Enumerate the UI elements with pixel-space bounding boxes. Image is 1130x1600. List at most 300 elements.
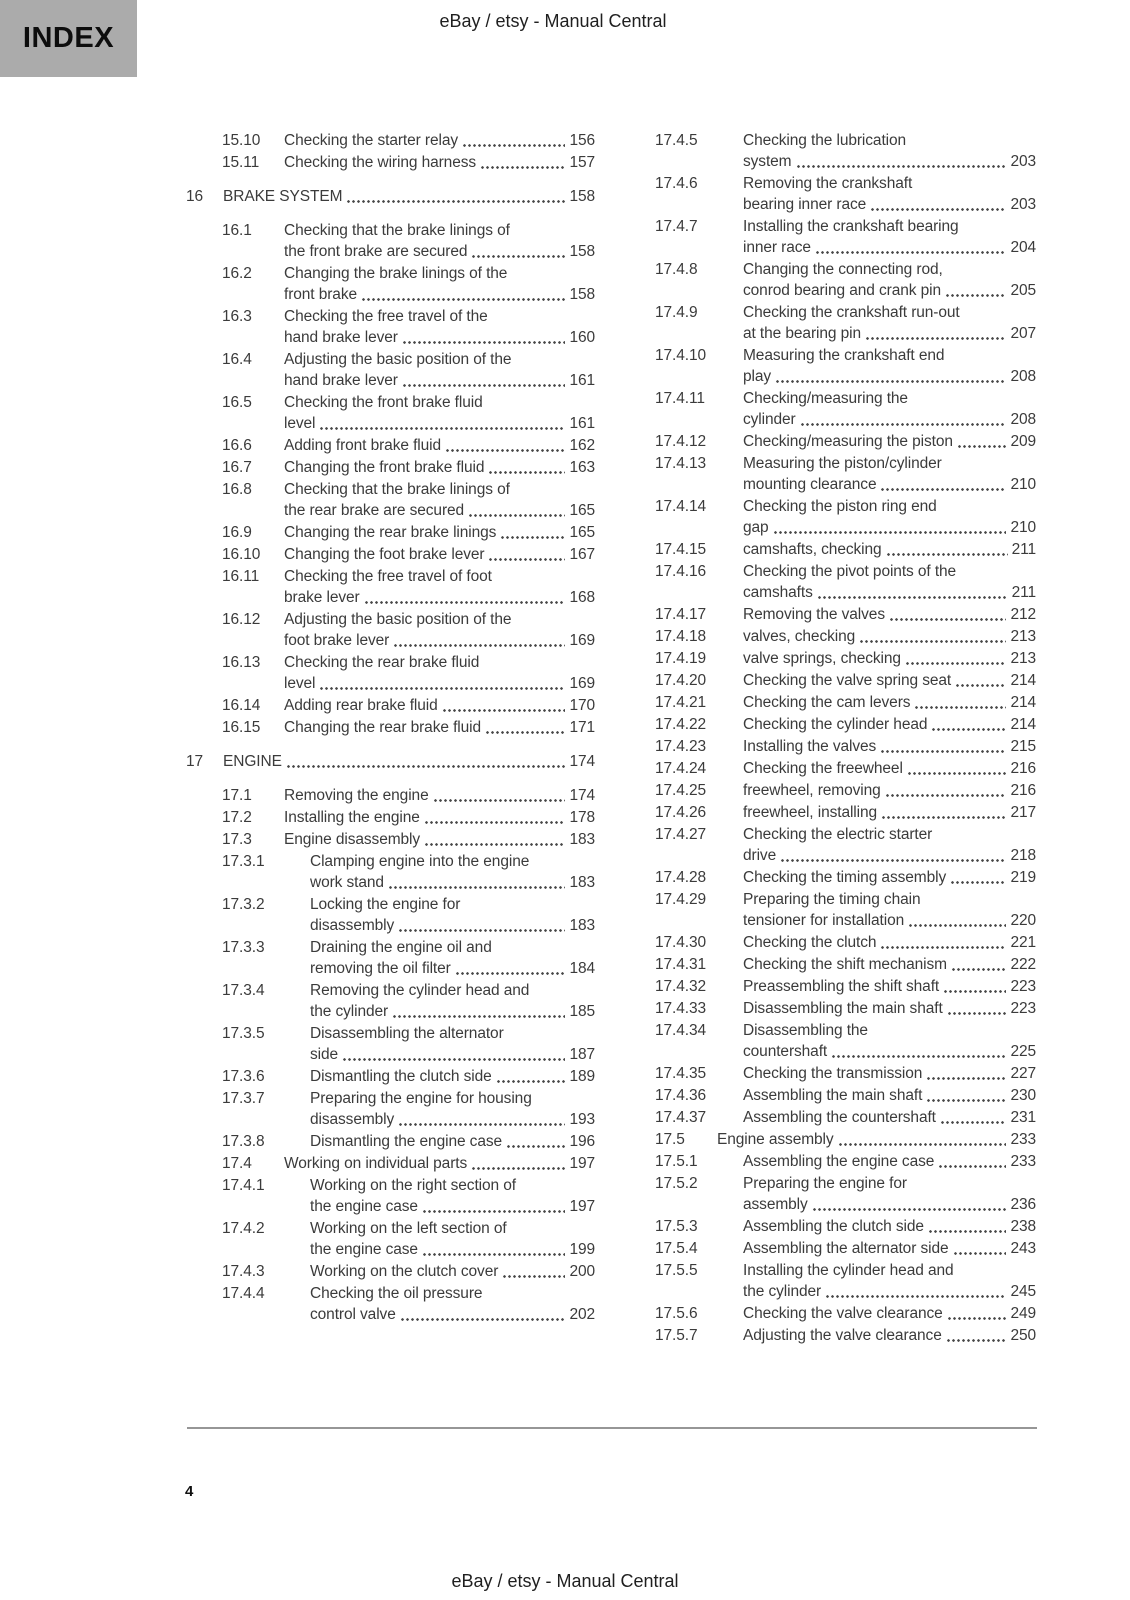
page-header-title: eBay / etsy - Manual Central — [439, 11, 667, 31]
dotted-leader — [823, 1281, 1008, 1302]
toc-entry-page: 158 — [569, 286, 595, 303]
toc-entry-row — [619, 1129, 1036, 1150]
toc-entry-page: 170 — [569, 697, 595, 714]
toc-entry-title: disassembly — [310, 1111, 395, 1128]
toc-entry-title: the cylinder — [310, 1003, 389, 1020]
toc-entry-number: 17.4.13 — [655, 455, 707, 472]
toc-entry-title: Checking the transmission — [743, 1065, 923, 1082]
toc-entry-title: control valve — [310, 1306, 396, 1323]
toc-entry-number: 16.8 — [222, 481, 252, 498]
toc-entry-number: 17.4.19 — [655, 650, 707, 667]
toc-entry-title: Working on individual parts — [284, 1155, 468, 1172]
toc-entry-row — [186, 522, 595, 543]
toc-entry-page: 169 — [569, 675, 595, 692]
toc-entry-page: 200 — [569, 1263, 595, 1280]
toc-entry-number: 17.4.18 — [655, 628, 707, 645]
toc-entry-number: 16.12 — [222, 611, 261, 628]
toc-entry-page: 158 — [569, 243, 595, 260]
toc-entry-page: 210 — [1010, 519, 1036, 536]
toc-entry-page: 204 — [1010, 239, 1036, 256]
toc-entry-number: 17.3.6 — [222, 1068, 265, 1085]
toc-entry-page: 214 — [1010, 694, 1036, 711]
toc-entry-row — [186, 306, 595, 348]
toc-entry-number: 17.3.5 — [222, 1025, 265, 1042]
toc-entry-title: Assembling the countershaft — [743, 1109, 936, 1126]
toc-entry-row — [619, 259, 1036, 301]
toc-entry-title: Checking the free travel of the — [284, 308, 488, 325]
toc-entry-page: 183 — [569, 874, 595, 891]
toc-entry-title: drive — [743, 847, 777, 864]
dotted-leader — [938, 1107, 1009, 1128]
toc-entry-page: 208 — [1010, 411, 1036, 428]
toc-entry-number: 17.4.32 — [655, 978, 707, 995]
toc-entry-page: 214 — [1010, 672, 1036, 689]
toc-entry-page: 223 — [1010, 978, 1036, 995]
toc-entry-page: 167 — [569, 546, 595, 563]
toc-entry-number: 17.4.14 — [655, 498, 707, 515]
dotted-leader — [951, 1238, 1009, 1259]
dotted-leader — [386, 872, 567, 893]
toc-entry-number: 17.4.26 — [655, 804, 707, 821]
toc-entry-row — [186, 152, 595, 173]
toc-entry-row — [186, 1283, 595, 1325]
toc-entry-title: the engine case — [310, 1241, 418, 1258]
toc-entry-row — [186, 263, 595, 305]
toc-entry-row — [619, 1238, 1036, 1259]
toc-entry-title: the engine case — [310, 1198, 418, 1215]
toc-entry-number: 17.4.6 — [655, 175, 698, 192]
toc-entry-row — [186, 829, 595, 850]
dotted-leader — [944, 1325, 1009, 1346]
toc-entry-page: 208 — [1010, 368, 1036, 385]
toc-entry-title: Changing the connecting rod, — [743, 261, 943, 278]
toc-entry-title: Checking the oil pressure — [310, 1285, 483, 1302]
toc-entry-number: 17.3.1 — [222, 853, 265, 870]
dotted-leader — [905, 758, 1009, 779]
toc-entry-row — [186, 1175, 595, 1217]
dotted-leader — [340, 1044, 567, 1065]
toc-entry-title: Installing the engine — [284, 809, 420, 826]
dotted-leader — [863, 323, 1008, 344]
toc-entry-title: mounting clearance — [743, 476, 877, 493]
dotted-leader — [878, 736, 1008, 757]
dotted-leader — [483, 717, 567, 738]
dotted-leader — [929, 714, 1008, 735]
toc-entry-title: Checking the timing assembly — [743, 869, 947, 886]
toc-entry-page: 218 — [1010, 847, 1036, 864]
toc-entry-title: Assembling the clutch side — [743, 1218, 924, 1235]
toc-entry-page: 165 — [569, 524, 595, 541]
toc-entry-number: 17.4.31 — [655, 956, 707, 973]
toc-entry-title: Removing the engine — [284, 787, 429, 804]
toc-entry-row — [186, 220, 595, 262]
toc-entry-title: cylinder — [743, 411, 796, 428]
toc-entry-row — [619, 889, 1036, 931]
toc-entry-row — [186, 544, 595, 565]
toc-entry-row — [186, 349, 595, 391]
toc-entry-title: Adjusting the basic position of the — [284, 611, 512, 628]
toc-entry-row — [186, 785, 595, 806]
toc-entry-title: Disassembling the main shaft — [743, 1000, 943, 1017]
toc-entry-title: Disassembling the alternator — [310, 1025, 504, 1042]
toc-entry-number: 16.14 — [222, 697, 261, 714]
toc-entry-number: 15.10 — [222, 132, 261, 149]
toc-entry-number: 17.5.4 — [655, 1240, 698, 1257]
toc-entry-row — [619, 648, 1036, 669]
toc-entry-page: 199 — [569, 1241, 595, 1258]
dotted-leader — [948, 867, 1008, 888]
dotted-leader — [836, 1129, 1009, 1150]
dotted-leader — [924, 1085, 1008, 1106]
toc-entry-page: 233 — [1010, 1131, 1036, 1148]
toc-entry-row — [619, 130, 1036, 172]
toc-entry-row — [619, 453, 1036, 495]
toc-entry-page: 210 — [1010, 476, 1036, 493]
toc-entry-number: 17.4 — [222, 1155, 252, 1172]
toc-entry-title: Checking the shift mechanism — [743, 956, 947, 973]
toc-entry-title: Changing the brake linings of the — [284, 265, 508, 282]
toc-entry-row — [186, 1218, 595, 1260]
dotted-leader — [955, 431, 1009, 452]
toc-entry-page: 174 — [569, 787, 595, 804]
toc-entry-page: 189 — [569, 1068, 595, 1085]
dotted-leader — [396, 1109, 567, 1130]
toc-entry-page: 185 — [569, 1003, 595, 1020]
toc-entry-number: 17.4.5 — [655, 132, 698, 149]
toc-entry-number: 17.1 — [222, 787, 252, 804]
dotted-leader — [443, 435, 567, 456]
toc-entry-number: 17.3.8 — [222, 1133, 265, 1150]
toc-entry-title: conrod bearing and crank pin — [743, 282, 941, 299]
toc-entry-row — [186, 1131, 595, 1152]
toc-entry-number: 17.4.16 — [655, 563, 707, 580]
toc-entry-page: 230 — [1010, 1087, 1036, 1104]
dotted-leader — [926, 1216, 1009, 1237]
toc-entry-page: 205 — [1010, 282, 1036, 299]
toc-entry-number: 17.4.27 — [655, 826, 707, 843]
toc-entry-title: Changing the rear brake linings — [284, 524, 497, 541]
toc-entry-row — [619, 173, 1036, 215]
toc-entry-row — [186, 807, 595, 828]
toc-entry-title: Dismantling the engine case — [310, 1133, 503, 1150]
toc-entry-row — [619, 954, 1036, 975]
toc-entry-row — [186, 851, 595, 893]
toc-entry-title: assembly — [743, 1196, 808, 1213]
toc-entry-title: Removing the cylinder head and — [310, 982, 530, 999]
toc-entry-page: 214 — [1010, 716, 1036, 733]
dotted-leader — [810, 1194, 1009, 1215]
toc-entry-title: hand brake lever — [284, 329, 398, 346]
toc-entry-title: camshafts — [743, 584, 813, 601]
toc-entry-number: 15.11 — [222, 154, 260, 171]
dotted-leader — [317, 413, 567, 434]
toc-entry-number: 17.4.30 — [655, 934, 707, 951]
toc-entry-page: 174 — [569, 753, 595, 770]
toc-entry-title: freewheel, installing — [743, 804, 878, 821]
dotted-leader — [469, 241, 567, 262]
toc-entry-number: 16.5 — [222, 394, 252, 411]
dotted-leader — [420, 1239, 567, 1260]
toc-entry-number: 17 — [186, 753, 204, 770]
toc-entry-row — [619, 824, 1036, 866]
index-label: INDEX — [22, 22, 115, 54]
dotted-leader — [396, 915, 567, 936]
dotted-leader — [794, 151, 1009, 172]
toc-entry-number: 17.4.35 — [655, 1065, 707, 1082]
dotted-leader — [466, 500, 567, 521]
toc-entry-title: Checking the electric starter — [743, 826, 933, 843]
toc-entry-title: Checking the lubrication — [743, 132, 907, 149]
dotted-leader — [498, 522, 567, 543]
toc-entry-row — [619, 758, 1036, 779]
toc-entry-number: 17.4.36 — [655, 1087, 707, 1104]
toc-entry-title: Measuring the crankshaft end — [743, 347, 945, 364]
toc-entry-page: 236 — [1010, 1196, 1036, 1213]
toc-entry-row — [619, 626, 1036, 647]
toc-entry-number: 17.5.5 — [655, 1262, 698, 1279]
toc-entry-number: 17.4.20 — [655, 672, 707, 689]
toc-entry-page: 223 — [1010, 1000, 1036, 1017]
toc-entry-title: Changing the front brake fluid — [284, 459, 485, 476]
toc-entry-page: 196 — [569, 1133, 595, 1150]
toc-column-right — [619, 130, 1036, 1347]
toc-entry-page: 219 — [1010, 869, 1036, 886]
toc-entry-title: Checking/measuring the — [743, 390, 908, 407]
dotted-leader — [773, 366, 1008, 387]
toc-entry-row — [619, 539, 1036, 560]
toc-entry-page: 216 — [1010, 760, 1036, 777]
dotted-leader — [284, 751, 568, 772]
toc-entry-number: 16.2 — [222, 265, 252, 282]
toc-entry-title: Changing the foot brake lever — [284, 546, 485, 563]
toc-entry-title: Preparing the engine for housing — [310, 1090, 532, 1107]
toc-entry-page: 171 — [569, 719, 595, 736]
toc-entry-page: 217 — [1010, 804, 1036, 821]
toc-entry-number: 17.5 — [655, 1131, 685, 1148]
toc-entry-number: 17.3 — [222, 831, 252, 848]
dotted-leader — [815, 582, 1010, 603]
toc-entry-title: Adding rear brake fluid — [284, 697, 438, 714]
dotted-leader — [813, 237, 1009, 258]
toc-entry-number: 17.4.37 — [655, 1109, 707, 1126]
toc-entry-title: Installing the valves — [743, 738, 877, 755]
toc-entry-page: 197 — [569, 1155, 595, 1172]
toc-entry-row — [619, 1216, 1036, 1237]
dotted-leader — [857, 626, 1008, 647]
toc-entry-title: Checking the front brake fluid — [284, 394, 483, 411]
toc-entry-title: level — [284, 675, 316, 692]
toc-entry-number: 17.4.34 — [655, 1022, 707, 1039]
toc-entry-number: 16.13 — [222, 654, 261, 671]
dotted-leader — [422, 807, 568, 828]
toc-entry-number: 16.6 — [222, 437, 252, 454]
toc-entry-title: Assembling the alternator side — [743, 1240, 949, 1257]
toc-entry-page: 207 — [1010, 325, 1036, 342]
toc-entry-number: 17.3.4 — [222, 982, 265, 999]
toc-entry-row — [186, 130, 595, 151]
dotted-leader — [903, 648, 1008, 669]
toc-entry-row — [619, 867, 1036, 888]
toc-entry-page: 184 — [569, 960, 595, 977]
dotted-leader — [883, 780, 1009, 801]
toc-entry-title: ENGINE — [223, 753, 282, 770]
toc-entry-row — [186, 1153, 595, 1174]
toc-entry-number: 17.3.3 — [222, 939, 265, 956]
toc-entry-page: 213 — [1010, 628, 1036, 645]
toc-entry-number: 17.4.33 — [655, 1000, 707, 1017]
toc-entry-number: 17.4.23 — [655, 738, 707, 755]
toc-entry-title: the front brake are secured — [284, 243, 468, 260]
toc-entry-title: inner race — [743, 239, 811, 256]
toc-entry-page: 245 — [1010, 1283, 1036, 1300]
toc-entry-page: 243 — [1010, 1240, 1036, 1257]
dotted-leader — [453, 958, 568, 979]
dotted-leader — [362, 587, 568, 608]
toc-entry-title: Installing the cylinder head and — [743, 1262, 954, 1279]
toc-entry-title: removing the oil filter — [310, 960, 451, 977]
dotted-leader — [486, 457, 567, 478]
toc-entry-title: level — [284, 415, 316, 432]
toc-chapter-row — [186, 751, 595, 772]
toc-entry-row — [619, 604, 1036, 625]
toc-entry-page: 220 — [1010, 912, 1036, 929]
toc-entry-title: countershaft — [743, 1043, 828, 1060]
toc-entry-page: 216 — [1010, 782, 1036, 799]
toc-entry-title: camshafts, checking — [743, 541, 882, 558]
dotted-leader — [778, 845, 1008, 866]
toc-entry-number: 17.4.12 — [655, 433, 707, 450]
toc-entry-number: 16.3 — [222, 308, 252, 325]
toc-entry-title: freewheel, removing — [743, 782, 881, 799]
toc-entry-page: 193 — [569, 1111, 595, 1128]
toc-entry-row — [186, 435, 595, 456]
toc-entry-row — [619, 1325, 1036, 1346]
toc-entry-number: 16 — [186, 188, 204, 205]
dotted-leader — [400, 327, 568, 348]
toc-entry-title: front brake — [284, 286, 357, 303]
toc-entry-title: Dismantling the clutch side — [310, 1068, 492, 1085]
toc-entry-number: 17.2 — [222, 809, 252, 826]
toc-entry-page: 231 — [1010, 1109, 1036, 1126]
toc-entry-title: Checking the cam levers — [743, 694, 911, 711]
toc-entry-title: tensioner for installation — [743, 912, 905, 929]
dotted-leader — [878, 932, 1008, 953]
dotted-leader — [912, 692, 1008, 713]
toc-entry-row — [619, 1107, 1036, 1128]
dotted-leader — [431, 785, 568, 806]
toc-entry-page: 209 — [1010, 433, 1036, 450]
toc-entry-row — [619, 216, 1036, 258]
toc-entry-number: 16.10 — [222, 546, 261, 563]
footer-divider — [187, 1427, 1037, 1429]
toc-entry-number: 16.15 — [222, 719, 261, 736]
toc-entry-row — [619, 780, 1036, 801]
toc-entry-number: 17.4.29 — [655, 891, 707, 908]
toc-entry-number: 17.4.17 — [655, 606, 707, 623]
toc-entry-title: Preparing the engine for — [743, 1175, 907, 1192]
toc-chapter-row — [186, 186, 595, 207]
toc-entry-title: work stand — [310, 874, 384, 891]
page-footer-title: eBay / etsy - Manual Central — [451, 1571, 679, 1591]
toc-entry-title: Locking the engine for — [310, 896, 461, 913]
toc-entry-number: 17.4.21 — [655, 694, 707, 711]
toc-entry-number: 16.4 — [222, 351, 252, 368]
dotted-leader — [359, 284, 567, 305]
toc-entry-title: Removing the crankshaft — [743, 175, 913, 192]
dotted-leader — [504, 1131, 567, 1152]
toc-entry-page: 213 — [1010, 650, 1036, 667]
dotted-leader — [878, 474, 1008, 495]
dotted-leader — [949, 954, 1008, 975]
toc-entry-page: 163 — [569, 459, 595, 476]
toc-entry-title: gap — [743, 519, 769, 536]
toc-entry-page: 183 — [569, 831, 595, 848]
toc-entry-title: brake lever — [284, 589, 360, 606]
toc-entry-page: 156 — [569, 132, 595, 149]
toc-entry-title: disassembly — [310, 917, 395, 934]
toc-entry-row — [186, 566, 595, 608]
toc-entry-number: 16.7 — [222, 459, 252, 476]
dotted-leader — [400, 370, 568, 391]
toc-entry-number: 17.5.6 — [655, 1305, 698, 1322]
toc-entry-number: 17.4.28 — [655, 869, 707, 886]
toc-entry-title: Working on the clutch cover — [310, 1263, 499, 1280]
toc-entry-row — [619, 976, 1036, 997]
toc-entry-row — [619, 496, 1036, 538]
toc-entry-row — [619, 736, 1036, 757]
toc-entry-page: 225 — [1010, 1043, 1036, 1060]
toc-entry-title: Draining the engine oil and — [310, 939, 492, 956]
dotted-leader — [798, 409, 1009, 430]
page-number: 4 — [185, 1483, 194, 1500]
toc-entry-title: Working on the left section of — [310, 1220, 507, 1237]
toc-entry-number: 16.1 — [222, 222, 252, 239]
toc-entry-row — [619, 1260, 1036, 1302]
toc-entry-row — [186, 717, 595, 738]
dotted-leader — [420, 1196, 567, 1217]
dotted-leader — [941, 976, 1008, 997]
toc-entry-page: 161 — [569, 372, 595, 389]
toc-entry-row — [619, 388, 1036, 430]
toc-entry-title: Measuring the piston/cylinder — [743, 455, 942, 472]
toc-entry-row — [619, 998, 1036, 1019]
toc-entry-row — [186, 1088, 595, 1130]
toc-entry-row — [619, 1151, 1036, 1172]
toc-entry-number: 17.4.4 — [222, 1285, 265, 1302]
toc-entry-title: Working on the right section of — [310, 1177, 516, 1194]
dotted-leader — [344, 186, 567, 207]
dotted-leader — [391, 630, 567, 651]
dotted-leader — [879, 802, 1008, 823]
toc-entry-page: 187 — [569, 1046, 595, 1063]
toc-entry-page: 250 — [1010, 1327, 1036, 1344]
toc-entry-row — [186, 980, 595, 1022]
dotted-leader — [390, 1001, 567, 1022]
dotted-leader — [422, 829, 567, 850]
toc-entry-title: bearing inner race — [743, 196, 867, 213]
toc-entry-title: Assembling the engine case — [743, 1153, 935, 1170]
toc-entry-page: 161 — [569, 415, 595, 432]
toc-entry-row — [619, 692, 1036, 713]
toc-entry-page: 168 — [569, 589, 595, 606]
toc-entry-number: 17.5.7 — [655, 1327, 698, 1344]
toc-entry-title: Disassembling the — [743, 1022, 868, 1039]
toc-entry-row — [619, 1173, 1036, 1215]
dotted-leader — [469, 1153, 567, 1174]
toc-entry-number: 17.4.24 — [655, 760, 707, 777]
toc-entry-title: Checking the starter relay — [284, 132, 459, 149]
dotted-leader — [829, 1041, 1008, 1062]
